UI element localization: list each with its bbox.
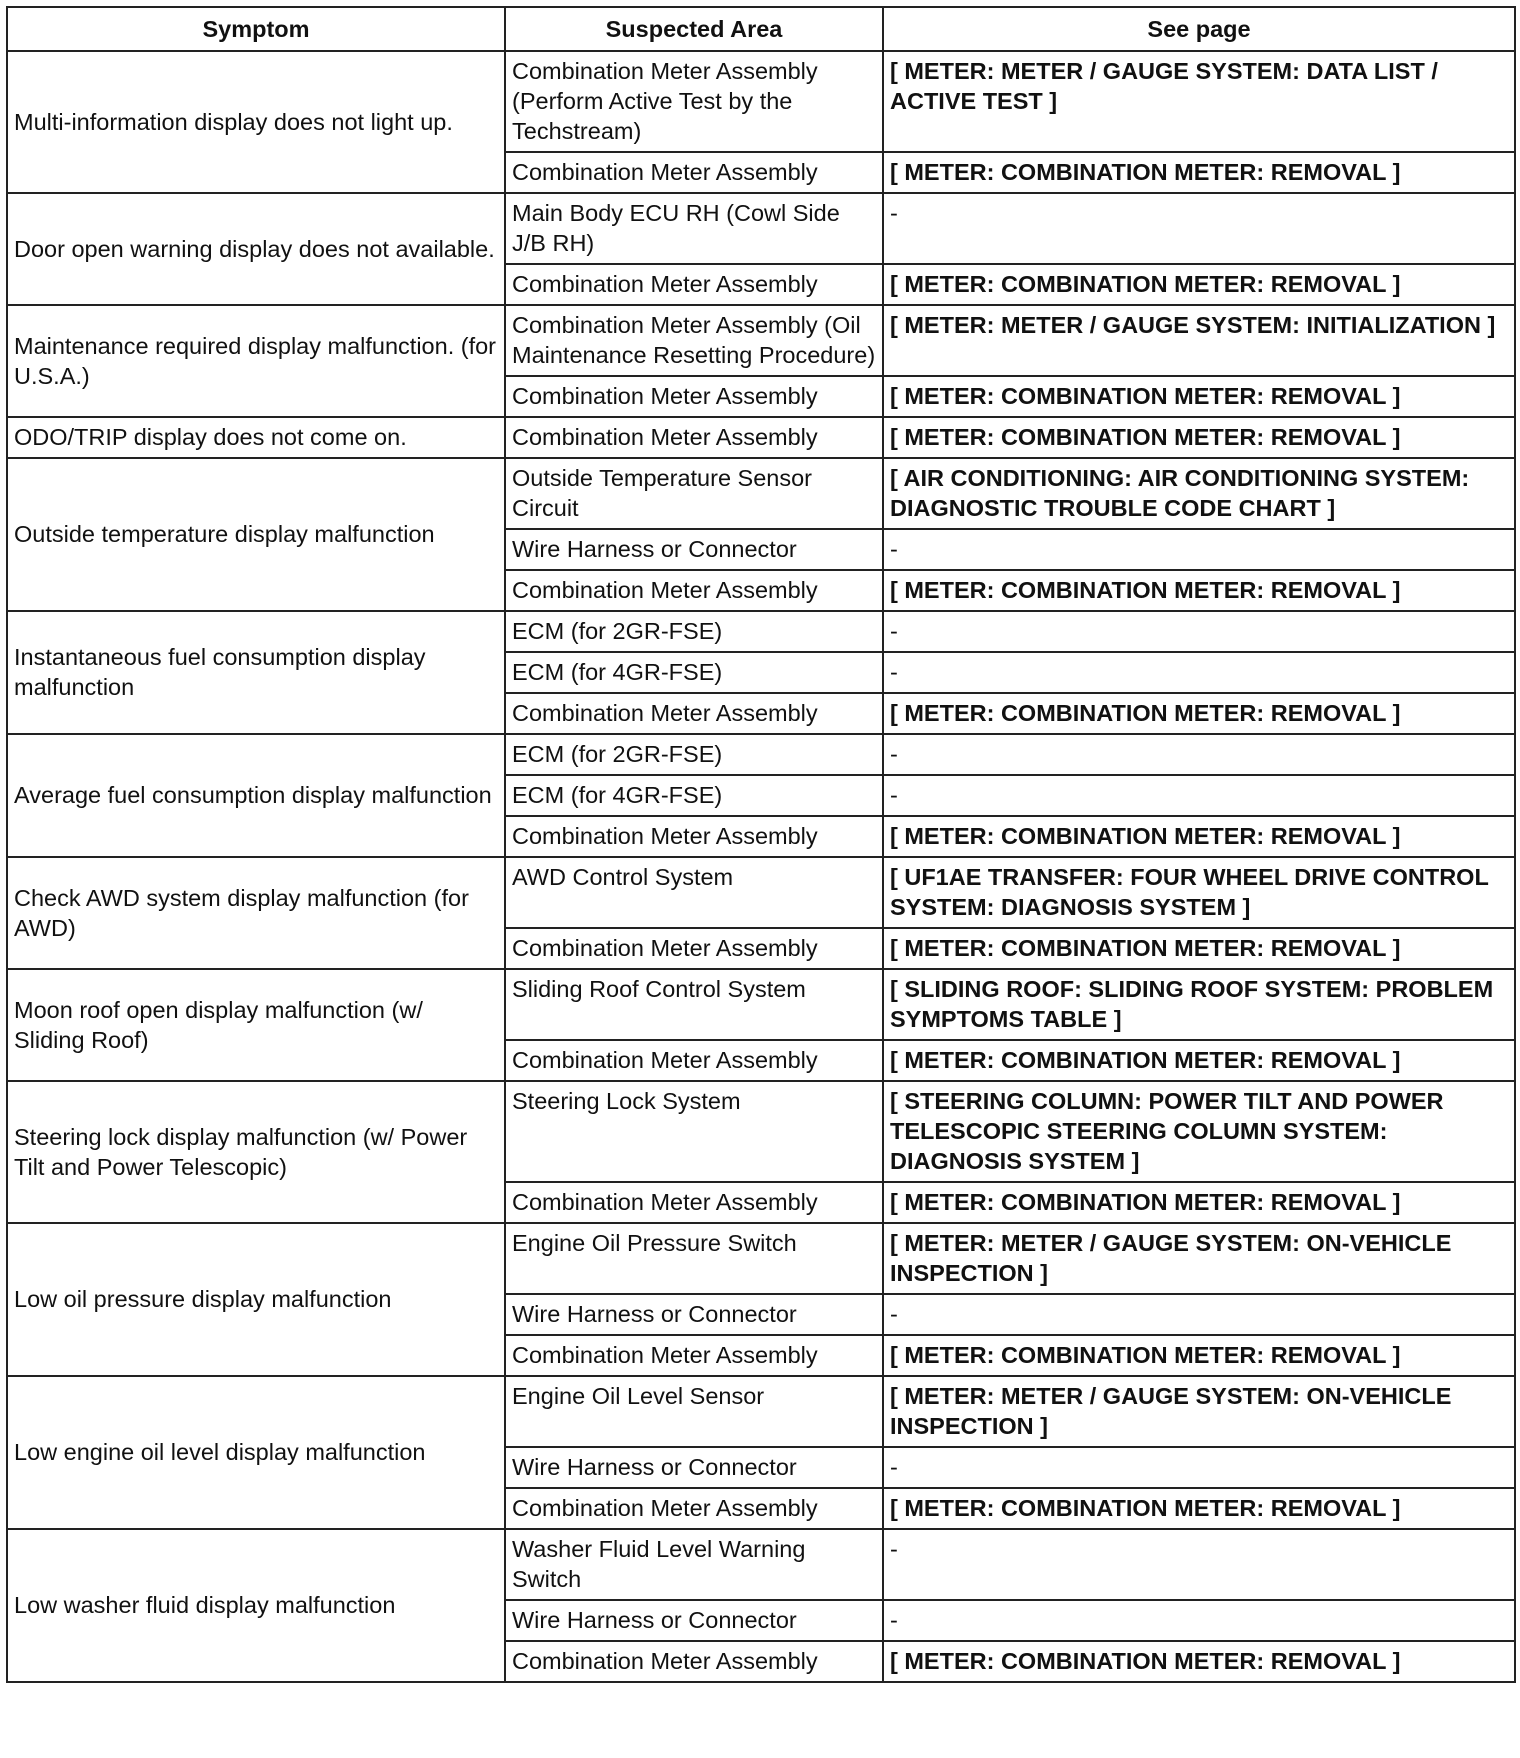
suspected-area-cell: Combination Meter Assembly bbox=[505, 1182, 883, 1223]
see-page-link[interactable]: [ METER: COMBINATION METER: REMOVAL ] bbox=[883, 1182, 1515, 1223]
symptom-cell: Check AWD system display malfunction (for AWD) bbox=[7, 857, 505, 969]
see-page-link[interactable]: [ METER: COMBINATION METER: REMOVAL ] bbox=[883, 816, 1515, 857]
suspected-area-cell: Combination Meter Assembly bbox=[505, 1488, 883, 1529]
suspected-area-cell: Wire Harness or Connector bbox=[505, 1447, 883, 1488]
symptom-cell: Maintenance required display malfunction. (for U.S.A.) bbox=[7, 305, 505, 417]
see-page-link[interactable]: [ METER: COMBINATION METER: REMOVAL ] bbox=[883, 1488, 1515, 1529]
suspected-area-cell: Sliding Roof Control System bbox=[505, 969, 883, 1040]
see-page-cell: - bbox=[883, 1600, 1515, 1641]
column-header-see-page: See page bbox=[883, 7, 1515, 51]
suspected-area-cell: Combination Meter Assembly bbox=[505, 376, 883, 417]
suspected-area-cell: Wire Harness or Connector bbox=[505, 1294, 883, 1335]
suspected-area-cell: Wire Harness or Connector bbox=[505, 1600, 883, 1641]
see-page-link[interactable]: [ METER: COMBINATION METER: REMOVAL ] bbox=[883, 417, 1515, 458]
see-page-cell: - bbox=[883, 775, 1515, 816]
suspected-area-cell: AWD Control System bbox=[505, 857, 883, 928]
see-page-link[interactable]: [ METER: METER / GAUGE SYSTEM: ON-VEHICLE INSPECTION ] bbox=[883, 1376, 1515, 1447]
suspected-area-cell: Combination Meter Assembly bbox=[505, 1641, 883, 1682]
table-row bbox=[7, 305, 1515, 376]
see-page-link[interactable]: [ METER: COMBINATION METER: REMOVAL ] bbox=[883, 1335, 1515, 1376]
suspected-area-cell: Combination Meter Assembly bbox=[505, 264, 883, 305]
table-row bbox=[7, 51, 1515, 152]
suspected-area-cell: Combination Meter Assembly bbox=[505, 816, 883, 857]
symptom-cell: Steering lock display malfunction (w/ Power Tilt and Power Telescopic) bbox=[7, 1081, 505, 1223]
see-page-link[interactable]: [ METER: COMBINATION METER: REMOVAL ] bbox=[883, 570, 1515, 611]
suspected-area-cell: ECM (for 4GR-FSE) bbox=[505, 652, 883, 693]
symptom-cell: Low engine oil level display malfunction bbox=[7, 1376, 505, 1529]
see-page-cell: - bbox=[883, 193, 1515, 264]
see-page-cell: - bbox=[883, 1529, 1515, 1600]
table-row bbox=[7, 1529, 1515, 1600]
suspected-area-cell: Engine Oil Pressure Switch bbox=[505, 1223, 883, 1294]
table-body bbox=[7, 51, 1515, 1682]
table-row bbox=[7, 417, 1515, 458]
symptom-cell: Moon roof open display malfunction (w/ Sliding Roof) bbox=[7, 969, 505, 1081]
see-page-link[interactable]: [ METER: COMBINATION METER: REMOVAL ] bbox=[883, 928, 1515, 969]
suspected-area-cell: Combination Meter Assembly bbox=[505, 928, 883, 969]
see-page-link[interactable]: [ METER: COMBINATION METER: REMOVAL ] bbox=[883, 693, 1515, 734]
symptom-cell: Multi-information display does not light up. bbox=[7, 51, 505, 193]
see-page-link[interactable]: [ METER: METER / GAUGE SYSTEM: ON-VEHICLE INSPECTION ] bbox=[883, 1223, 1515, 1294]
suspected-area-cell: Wire Harness or Connector bbox=[505, 529, 883, 570]
table-row bbox=[7, 193, 1515, 264]
table-row bbox=[7, 857, 1515, 928]
suspected-area-cell: Combination Meter Assembly bbox=[505, 417, 883, 458]
header-row bbox=[7, 7, 1515, 51]
suspected-area-cell: Combination Meter Assembly bbox=[505, 693, 883, 734]
table-row bbox=[7, 969, 1515, 1040]
see-page-link[interactable]: [ UF1AE TRANSFER: FOUR WHEEL DRIVE CONTROL SYSTEM: DIAGNOSIS SYSTEM ] bbox=[883, 857, 1515, 928]
see-page-link[interactable]: [ METER: COMBINATION METER: REMOVAL ] bbox=[883, 376, 1515, 417]
suspected-area-cell: ECM (for 2GR-FSE) bbox=[505, 734, 883, 775]
see-page-cell: - bbox=[883, 1294, 1515, 1335]
symptom-cell: Instantaneous fuel consumption display malfunction bbox=[7, 611, 505, 734]
see-page-link[interactable]: [ METER: COMBINATION METER: REMOVAL ] bbox=[883, 152, 1515, 193]
see-page-cell: - bbox=[883, 611, 1515, 652]
see-page-link[interactable]: [ METER: COMBINATION METER: REMOVAL ] bbox=[883, 1040, 1515, 1081]
see-page-link[interactable]: [ METER: COMBINATION METER: REMOVAL ] bbox=[883, 264, 1515, 305]
column-header-symptom: Symptom bbox=[7, 7, 505, 51]
suspected-area-cell: Combination Meter Assembly bbox=[505, 570, 883, 611]
symptom-cell: Low washer fluid display malfunction bbox=[7, 1529, 505, 1682]
see-page-cell: - bbox=[883, 1447, 1515, 1488]
symptom-cell: Outside temperature display malfunction bbox=[7, 458, 505, 611]
table-row bbox=[7, 1223, 1515, 1294]
suspected-area-cell: Combination Meter Assembly bbox=[505, 1040, 883, 1081]
table-row bbox=[7, 1376, 1515, 1447]
see-page-link[interactable]: [ AIR CONDITIONING: AIR CONDITIONING SYSTEM: DIAGNOSTIC TROUBLE CODE CHART ] bbox=[883, 458, 1515, 529]
suspected-area-cell: Washer Fluid Level Warning Switch bbox=[505, 1529, 883, 1600]
suspected-area-cell: ECM (for 4GR-FSE) bbox=[505, 775, 883, 816]
symptom-cell: Door open warning display does not available. bbox=[7, 193, 505, 305]
table-row bbox=[7, 611, 1515, 652]
suspected-area-cell: Combination Meter Assembly bbox=[505, 152, 883, 193]
suspected-area-cell: Outside Temperature Sensor Circuit bbox=[505, 458, 883, 529]
suspected-area-cell: Combination Meter Assembly (Perform Active Test by the Techstream) bbox=[505, 51, 883, 152]
see-page-cell: - bbox=[883, 529, 1515, 570]
problem-symptoms-table bbox=[6, 6, 1516, 1683]
see-page-link[interactable]: [ METER: COMBINATION METER: REMOVAL ] bbox=[883, 1641, 1515, 1682]
table-row bbox=[7, 734, 1515, 775]
table-row bbox=[7, 1081, 1515, 1182]
see-page-cell: - bbox=[883, 652, 1515, 693]
column-header-suspected-area: Suspected Area bbox=[505, 7, 883, 51]
suspected-area-cell: Main Body ECU RH (Cowl Side J/B RH) bbox=[505, 193, 883, 264]
see-page-link[interactable]: [ SLIDING ROOF: SLIDING ROOF SYSTEM: PROBLEM SYMPTOMS TABLE ] bbox=[883, 969, 1515, 1040]
suspected-area-cell: ECM (for 2GR-FSE) bbox=[505, 611, 883, 652]
see-page-link[interactable]: [ METER: METER / GAUGE SYSTEM: INITIALIZATION ] bbox=[883, 305, 1515, 376]
symptom-cell: ODO/TRIP display does not come on. bbox=[7, 417, 505, 458]
table-row bbox=[7, 458, 1515, 529]
symptom-cell: Low oil pressure display malfunction bbox=[7, 1223, 505, 1376]
symptom-cell: Average fuel consumption display malfunction bbox=[7, 734, 505, 857]
suspected-area-cell: Engine Oil Level Sensor bbox=[505, 1376, 883, 1447]
suspected-area-cell: Steering Lock System bbox=[505, 1081, 883, 1182]
see-page-cell: - bbox=[883, 734, 1515, 775]
see-page-link[interactable]: [ STEERING COLUMN: POWER TILT AND POWER TELESCOPIC STEERING COLUMN SYSTEM: DIAGNOSIS SYSTEM ] bbox=[883, 1081, 1515, 1182]
suspected-area-cell: Combination Meter Assembly bbox=[505, 1335, 883, 1376]
see-page-link[interactable]: [ METER: METER / GAUGE SYSTEM: DATA LIST / ACTIVE TEST ] bbox=[883, 51, 1515, 152]
suspected-area-cell: Combination Meter Assembly (Oil Maintenance Resetting Procedure) bbox=[505, 305, 883, 376]
